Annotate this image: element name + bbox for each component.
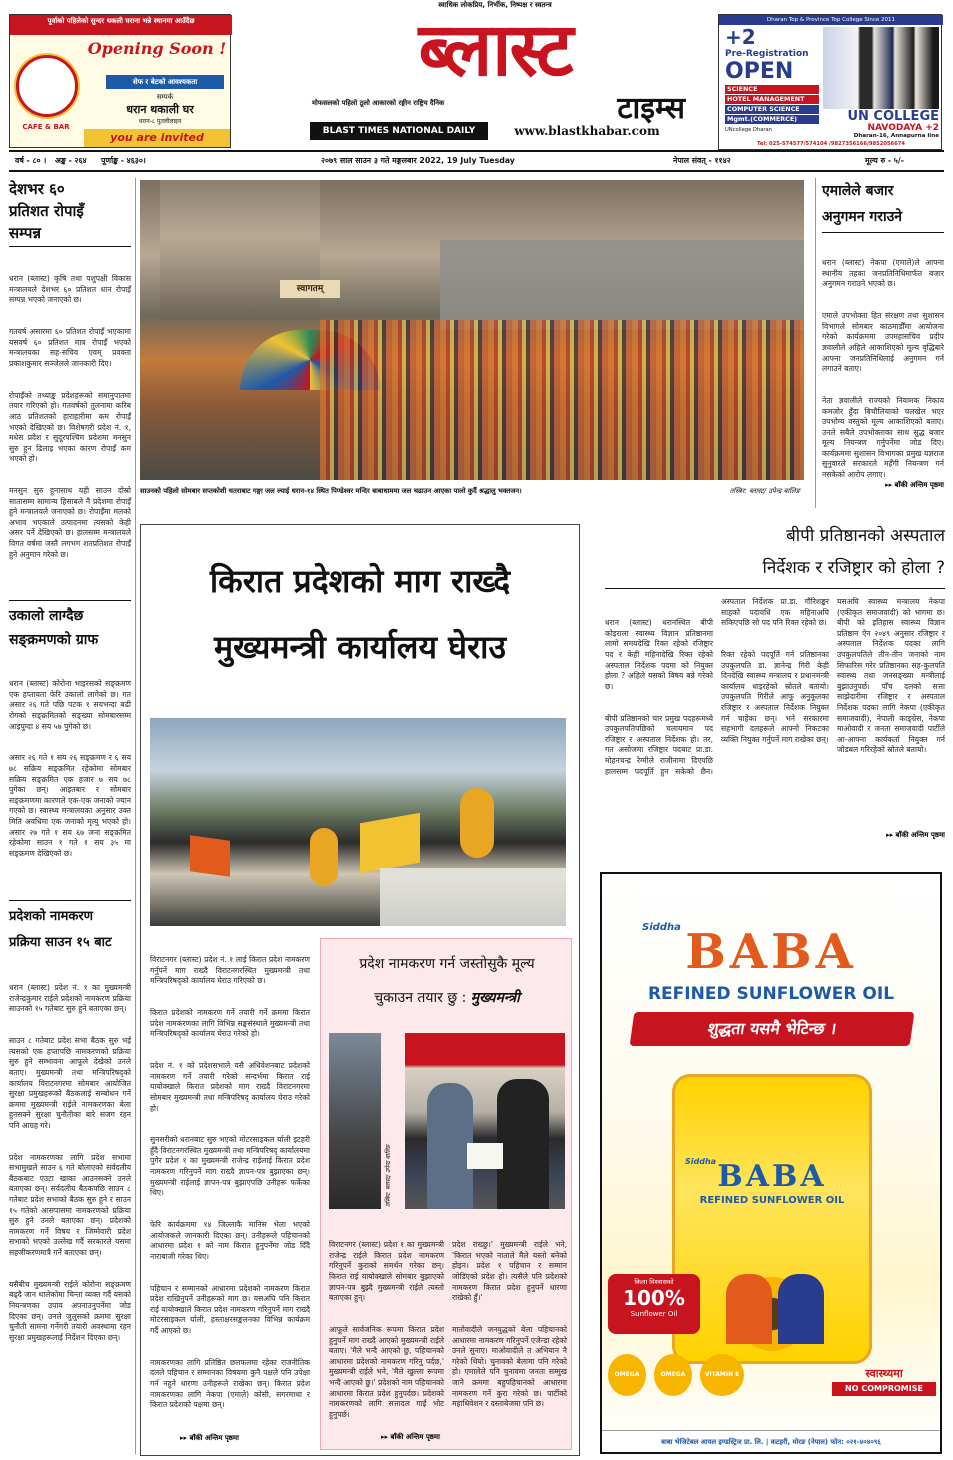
college-sub: NAVODAYA +2 (867, 123, 939, 133)
pack-product: REFINED SUNFLOWER OIL (699, 1195, 845, 1206)
oil-pack (672, 1074, 872, 1364)
baba-product: REFINED SUNFLOWER OIL (647, 984, 895, 1004)
college-top-line: Dharan Top & Province Top College Since 2011 (719, 15, 943, 25)
headline-line: बीपी प्रतिष्ठानको अस्पताल (786, 526, 945, 546)
road (440, 240, 804, 330)
dateline-price: मूल्य रु - ५/- (865, 156, 904, 165)
dateline-rule-bottom (9, 170, 944, 172)
thakali-ad (9, 14, 231, 148)
cm-body (329, 1219, 570, 1429)
memorandum-paper (467, 1143, 503, 1169)
cm-article (320, 938, 572, 1450)
headline-line: प्रदेशको नामकरण (9, 909, 94, 924)
right-top-vrule (815, 178, 816, 508)
planting-rule (9, 246, 131, 247)
body-paragraph: नामकरणका लागि प्रतिष्ठित छलफलमा रहेका राजनीतिक दलले पहिचान र सम्मानका विषयमा कुनै पक्षले पनि उपेक्षा गर्न नहुने धारणा उनीहरूले राखेका छन्। किरात प्रदेश नामकरणका लागि नेकपा (एमाले) कोसी, सगरमाथा र किरात प्रदेशको पक्षमा छन्। (150, 1357, 313, 1410)
covid-body (9, 658, 134, 898)
you-are-invited: you are invited (84, 129, 230, 147)
droplets (608, 1354, 788, 1398)
lead-continued[interactable]: ▸▸ बाँकी अन्तिम पृष्ठमा (180, 1434, 239, 1442)
planting-headline (9, 178, 131, 244)
cm-photo (405, 1033, 565, 1209)
body-paragraph: साउन ८ गतेबाट प्रदेश सभा बैठक सुरु भई त्यसको एक हप्तापछि नामकरणको प्रक्रिया सुरु हुने सम्भावना आफूले देखेको उनले बताए। मुख्यमन्त्री तथा मन्त्रिपरिषद्को कार्यालय विराटनगरमा सोमबार आयोजित सुरक्षा प्रमुखहरूको बैठकलाई सम्बोधन गर्ने क्रममा मुख्यमन्त्री राईले नामकरणका बेला हुनसक्ने सुरक्षा चुनौतीका बारे सजग रहन पनि आग्रह गरे। (9, 1036, 134, 1130)
masthead-subtitle: मोफसलको पहिलो ठूलो आकारको रङ्गीन राष्ट्रिय दैनिक (312, 99, 445, 107)
body-paragraph: पहिचान र सम्मानको आधारमा प्रदेशको नामकरण किरात प्रदेश राखिनुपर्ने उनीहरूको माग छ। यसअघि पनि किरात राई यायोक्खाले किरात प्रदेश नामकरण गरिनुपर्ने माग राख्दै मोटरसाइकल र्याली, हस्ताक्षरसङ्कलनका विभिन्न कार्यक्रम गर्दै आएको छ। (150, 1283, 313, 1335)
headline-line (327, 981, 567, 1015)
bp-body (605, 597, 948, 827)
body-paragraph: बीपी प्रतिष्ठानको चार प्रमुख पदहरूमध्ये उपकुलपतिपछिको चलायमान पद रजिष्ट्रार र अस्पताल निर्देशक हो। तर, गत असोजमा रजिष्ट्रार पदबाट प्रा.डा. मोहनचन्द्र रेग्मीले राजीनामा दिएपछि हालसम्म पदपूर्ति हुन सकेको छैन। अस्पताल निर्देशक प्रा.डा. गौरिशङ्कर साहको पदावधि एक महिनाअघि सकिएपछि सो पद पनि रिक्त रहेको छ। (605, 597, 832, 776)
body-paragraph: एमाले उपभोक्ता हित संरक्षण तथा सुशासन विभागले सोमबार काठमाडौँमा आयोजना गरेको कार्यक्रममा उपमहासचिव प्रदीप ज्ञवालीले अहिले आकाशिएको मूल्य वृद्धिबारे आफ्ना जनप्रतिनिधिलाई अनुगमन गर्न लगाउने बताए। (822, 311, 947, 374)
temple-structure (160, 180, 320, 320)
thakali-ad-top: पूर्वाको पहिलेको सुन्दर थकली घराना भन्ने स्थानमा आउँदैछ (10, 15, 232, 35)
body-paragraph: किरात प्रदेशको नामकरण गर्ने तयारी गर्ने क्रममा किरात प्रदेश नामकरणका लागि विभिन्न सङ्घसंस्थाले मुख्यमन्त्री तथा मन्त्रिपरिषद्को कार्यालय घेराउ गरेको हो। (150, 1008, 313, 1039)
body-paragraph: रोपाइँको तथ्याङ्क प्रदेशहरूको समानुपातमा तयार गरिएको हो। गतवर्षको तुलनामा करिब आठ प्रतिशतको हाराहारीमा कम रोपाइँ भएको देखिएको छ। विशेषगरी प्रदेश नं. १, मधेस प्रदेश र सुदूरपश्चिम प्रदेशमा मनसुन सुरु हुन ढिलाइ भएका कारण रोपाइँ कम भएको हो। (9, 390, 134, 464)
masthead (300, 0, 690, 150)
vitamin-droplet: VITAMIN E (700, 1354, 744, 1396)
market-continued[interactable]: ▸▸ बाँकी अन्तिम पृष्ठमा (885, 481, 944, 489)
continued-label: बाँकी अन्तिम पृष्ठमा (894, 481, 944, 489)
dateline-rule-top (9, 150, 944, 152)
dateline (9, 153, 944, 169)
open-label: OPEN (725, 59, 794, 84)
person-photo (778, 1274, 824, 1344)
headline-line: प्रक्रिया साउन १५ बाट (9, 935, 112, 950)
business-address: धरान-८ पुतलीलाइन (138, 118, 182, 125)
left-column-vrule (135, 178, 136, 1454)
badge-percent: 100% (623, 1286, 685, 1310)
crowd (320, 320, 804, 480)
body-paragraph: यसैबीच मुख्यमन्त्री राईले कोरोना सङ्क्रमण बढ्दै जान थालेकोमा चिन्ता व्यक्त गर्दै यसको नियन्त्रणका उपाय अपनाउनुपर्नेमा जोड दिएका छन्। उनले जुलुसको क्रममा सुरक्षा चुनौती सामना गर्नेगरी तयारी अवस्थामा रहन सुरक्षा प्रमुखहरूलाई निर्देशन दिएका छन्। (9, 1279, 134, 1342)
business-name: धरान थकाली घर (126, 103, 194, 116)
dateline-date: २०७९ साल साउन ३ गते मङ्गलबार 2022, 19 July Tuesday (321, 156, 515, 165)
masthead-website[interactable]: www.blastkhabar.com (514, 124, 660, 138)
person-photo (726, 1274, 772, 1344)
baba-brand: BABA (685, 924, 857, 980)
gourd-decoration (460, 788, 494, 858)
baba-slogan: शुद्धता यसमै भेटिन्छ । (630, 1012, 915, 1046)
temple-caption-text: साउनको पहिलो सोमबार सप्तकोशी चतराबाट गङ्गा जल ल्याई धरान-१४ स्थित पिण्डेश्वर मन्दिर बाबाधाममा जल चढाउन आएका पालो कुर्दै श्रद्धालु भक्तजन। (140, 487, 522, 495)
stream-item: COMPUTER SCIENCE (725, 105, 819, 114)
body-paragraph: प्रदेश नं. १ को प्रदेशसभाले यसै अधिवेशनबाट प्रदेशको नामकरण गर्ने तयारी गरेको सन्दर्भमा किरात राई यायोक्खाले किरात प्रदेशको माग राख्दै विराटनगरमा सोमबार मुख्यमन्त्री तथा मन्त्रिपरिषद् कार्यालय घेराउ गरेको हो। (150, 1061, 313, 1113)
stream-item: SCIENCE (725, 85, 819, 94)
baba-footer: बाबा भेजिटेबल आयल इण्डस्ट्रिज प्रा. लि. | कटहरी, मोरङ (नेपाल) फोन: ०२१-४०४०९६ (602, 1430, 940, 1452)
stream-list (725, 85, 819, 124)
headline-line: प्रदेश नामकरण गर्न जस्तोसुकै मूल्य (359, 956, 535, 972)
college-name: UN COLLEGE (847, 109, 939, 124)
market-headline (822, 178, 944, 230)
cm-photo-credit: तस्बिर: ब्लास्ट/ उपेन्द्र बालिङ (385, 1144, 392, 1207)
masthead-logo: ब्लास्ट (418, 7, 572, 93)
headline-line: किरात प्रदेशको माग राख्दै (209, 562, 511, 600)
cm-headline (327, 947, 567, 1015)
body-paragraph: प्रदेश नामकरणका लागि प्रदेश सभामा सभामुखले साउन ६ गते बोलाएको सर्वदलीय बैठकबाट एउटा खाका आउनसक्ने उनले बताएका छन्। सर्वदलीय बैठकपछि साउन ८ गतेबाट प्रदेश सभाको बैठक सुरु हुने र साउन १५ गतेको आसपासमा नामकरणको प्रक्रिया सुरु हुने उनले बताएका छन्। प्रदेशको नामकरण गर्ने विषय र जिम्मेवारी प्रदेश सभाको भएको उल्लेख गर्दै सरकारले यसमा सहजीकरणमात्रै गर्ने बताएका छन्। (9, 1152, 134, 1258)
headline-line: मुख्यमन्त्री कार्यालय घेराउ (214, 628, 506, 666)
body-paragraph: विराटनगर (ब्लास्ट) प्रदेश नं. १ लाई किरात प्रदेश नामकरण गर्नुपर्ने माग राख्दै विराटनगरस्थित मुख्यमन्त्री तथा मन्त्रिपरिषद्को कार्यालय घेराउ गरिएको छ। (150, 955, 313, 986)
body-paragraph: विराटनगर (ब्लास्ट) प्रदेश १ का मुख्यमन्त्री राजेन्द्र राईले किरात प्रदेश नामकरण गरिनुपर्ने कुराको समर्थन गरेका छन्। किरात राई यायोक्खाले सोमबार बुझाएको ज्ञापन-पत्र बुझ्दै मुख्यमन्त्री राईले त्यस्तो बताएका हुन्। (329, 1240, 447, 1303)
dateline-nepal-sambat: नेपाल संवत् - ११४२ (673, 156, 731, 165)
hundred-percent-badge (608, 1274, 700, 1334)
body-paragraph: आफूले सार्वजनिक रूपमा किरात प्रदेश हुनुपर्ने माग राख्दै आएको मुख्यमन्त्री राईले बताए। 'मैले भन्दै आएको छु, पहिचानको आधारमा प्रदेशको नामकरण गरिनु पर्दछ,' मुख्यमन्त्री राईले भने, 'मैले खुल्ला रूपमा भन्दै आएको छु।' प्रदेशको नाम पहिचानको आधारमा किरात प्रदेश हुनुपर्दछ। प्रदेशको नामकरणको लागि सत्तादल गाईं भोट हुनुपर्छ। (329, 1324, 447, 1419)
badge-sub: Sunflower Oil (630, 1310, 678, 1318)
omega-droplet: OMEGA (654, 1354, 692, 1396)
body-paragraph: नेता ज्ञवालीले राज्यको नियामक निकाय कमजोर हुँदा बिचौलियाको चलखेल भएर उपभोग्य वस्तुको मूल्य आकाशिएको बताए। उनले सबैले उपभोक्ताका साथ सुद्ध बजार मूल्य नियन्त्रण गर्नुपर्नेमा जोड दिए। कार्यक्रममा सुशासन विभागका प्रमुख यज्ञराज सुनुवारले सरकारले महँगी नियन्त्रण गर्न नसकेको आरोप लगाए। (822, 395, 947, 480)
body-paragraph: मातोवादीले जनयुद्धको बेला पहिचानको आधारमा नामकरण गरिनुपर्ने एजेन्डा रहेको उनले सुनाए। माओवादीले त अभियान नै गरेको थियो। चुनावको बेलामा पनि गरेको हो। एमालेले पनि चुनावमा जनता सम्मुख जाने क्रममा बहुपहिचानको आधारमा नामकरण गर्ने कुरा गरेको छ। पार्टीको महाधिवेशन र दस्ताबेजमा पनि छ। (452, 1324, 570, 1409)
headline-line: अनुगमन गराउने (822, 209, 903, 225)
omega-droplet: OMEGA (608, 1354, 646, 1396)
baba-ad (600, 872, 942, 1454)
cm-continued[interactable]: ▸▸ बाँकी अन्तिम पृष्ठमा (381, 1433, 440, 1441)
naming-process-headline (9, 904, 131, 956)
headline-line: उकालो लाग्दैछ (9, 608, 84, 624)
masthead-logo-sub: टाइम्स (617, 91, 685, 126)
body-paragraph: धरान (ब्लास्ट) कोरोना भाइरसको सङ्क्रमण एक हप्तायता फेरि उकालो लागेको छ। गत असार २६ गते पछि पटक १ सयभन्दा बढी रोगको सङ्क्रमितको सङ्ख्या सोमबारसम्म आइपुग्दा ४ सय ५७ पुगेको छ। (9, 679, 134, 731)
stream-item: HOTEL MANAGEMENT (725, 95, 819, 104)
body-paragraph: रिक्त रहेको पदपूर्ति गर्न प्रतिष्ठानका उपकुलपति डा. ज्ञानेन्द्र गिरी केही दिनदेखि स्वास्थ्य मन्त्रालय र प्रधानमन्त्री कार्यालय धाइरहेको स्रोतले बतायो। उपकुलपति गिरीले आफू अनुकूलका रजिष्ट्रार र अस्पताल निर्देशक नियुक्त गर्न चाहेका छन्। भने सरकारमा सहभागी दलहरूले आफ्नो निकटका व्यक्ति नियुक्त गर्नुपर्ने माग राखेका छन्। (721, 649, 832, 744)
body-paragraph: गतवर्ष असारमा ६० प्रतिशत रोपाइँ भएकामा यसवर्ष ६० प्रतिशत मात्र रोपाइँ भएको मन्त्रालयका सह-सचिव एवम् प्रवक्ता प्रकाशकुमार सञ्जेलले जानकारी दिए। (9, 327, 134, 368)
planting-article (9, 178, 134, 598)
planting-body (9, 253, 134, 588)
body-paragraph: प्रदेश राख्छु।' मुख्यमन्त्री राईले भने, 'किरात भएको नाताले मैले यस्तो बनेको होइन। प्रदेश १ पहिचान र सम्मान जोडिएको प्रदेश हो। त्यसैले पनि प्रदेशको नामकरण किरात प्रदेश हुनुपर्ने धारणा राखेको हुँ।' (452, 1240, 570, 1303)
gourd-decoration (310, 828, 338, 886)
body-paragraph: धरान (ब्लास्ट) नेकपा (एमाले)ले आफ्ना स्थानीय तहका जनप्रतिनिधिमार्फत बजार अनुगमन गराउने भएको छ। (822, 258, 947, 289)
body-paragraph: यसअघि स्वास्थ्य मन्त्रालय नेकपा (एकीकृत समाजवादी) को भागमा छ। बीपी को इतिहास स्वास्थ्य विज्ञान प्रतिष्ठान ऐन २०४९ अनुसार रजिष्ट्रार र अस्पताल निर्देशक पदका लागि उपकुलपतिले तीन-तीन जनाको नाम सिफारिस गरेर प्रतिष्ठानका सह-कुलपति स्वास्थ्य तथा जनसङ्ख्या मन्त्रीलाई बुझाउनुपर्छ। पाँच दलको सत्ता साझेदारीमा रजिष्ट्रार र अस्पताल निर्देशक पदका लागि नेकपा (एकीकृत समाजवादी), नेपाली काङ्ग्रेस, नेकपा माओवादी र जनता समाजवादी पार्टीले आ-आफ्ना कार्यकर्ता नियुक्त गर्न जोडबल गरिरहेको स्रोतले बतायो। (837, 597, 948, 755)
continued-label: बाँकी अन्तिम पृष्ठमा (390, 1433, 440, 1441)
headline-line: सम्पन्न (9, 224, 41, 242)
health-label: स्वास्थ्यमा (865, 1367, 903, 1380)
booking-text: सेफ र बेटको आवश्यकता (106, 75, 224, 89)
no-compromise: NO COMPROMISE (832, 1382, 936, 1396)
body-paragraph: धरान (ब्लास्ट) प्रदेश नं. १ का मुख्यमन्त्री राजेन्द्रकुमार राईले प्रदेशको नामकरण प्रक्रिया साउनको १५ गतेबाट सुरु हुने बताएका छन्। (9, 983, 134, 1014)
body-paragraph: मनसुन सुरु हुनासाथ यही साउन दोस्रो सातासम्म सामान्य हिसाबले नै प्रदेशमा रोपाइँ हुने मन्त्रालयले जनाएको छ। रोपाइँमा मलको अभाव भएकाले उत्पादनमा त्यसको केही असर पर्ने देखिएको छ। हालसम्म मन्त्रालयले विगत वर्षमा जस्तै लगभग शतप्रतिशत रोपाइँ हुने अनुमान गरेको छ। (9, 486, 134, 559)
masthead-english-name: BLAST TIMES NATIONAL DAILY (310, 122, 488, 140)
flag (190, 835, 230, 877)
temple-photo-credit: तस्बिर: ब्लास्ट/ उपेन्द्र बालिङ (729, 487, 800, 495)
covid-article (9, 604, 134, 900)
market-rule (822, 232, 944, 233)
stream-item: Mgmt.(COMMERCE) (725, 115, 819, 124)
market-article (822, 178, 947, 502)
naming-process-article (9, 904, 134, 1454)
pack-brand-small: Siddha (685, 1157, 717, 1166)
pre-registration: Pre-Registration (725, 49, 809, 59)
body-paragraph: सुनसरीको धरानबाट सुरु भएको मोटरसाइकल र्याली इटहरी हुँदै विराटनगरस्थित मुख्यमन्त्री तथा मन्त्रिपरिषद् कार्यालयमा पुगेर प्रदेश १ का मुख्यमन्त्री राजेन्द्र राईलाई किरात प्रदेश नामकरण गरिनुपर्ने माग राख्दै ज्ञापन-पत्र बुझाएका छन्। मुख्यमन्त्री राईलाई ज्ञापन-पत्र बुझाएपछि उनीहरू फर्केका थिए। (150, 1135, 313, 1198)
dateline-total: पूर्णाङ्क - ४६३०। (101, 156, 146, 165)
naming-process-body (9, 962, 134, 1448)
rally-photo (150, 718, 566, 926)
lead-headline (150, 548, 570, 680)
cafe-logo (16, 55, 78, 117)
covid-headline (9, 604, 131, 652)
headline-line: सङ्क्रमणको ग्राफ (9, 632, 99, 648)
bp-continued[interactable]: ▸▸ बाँकी अन्तिम पृष्ठमा (886, 831, 945, 839)
dateline-volume: वर्ष - ८० । (15, 156, 47, 165)
lead-body (150, 934, 313, 1428)
vehicles (380, 868, 566, 926)
college-students-photo (823, 27, 939, 109)
headline-emphasis: मुख्यमन्त्री (470, 990, 520, 1006)
college-address: Dharan-16, Annapurna line (853, 133, 939, 139)
dateline-issue: अङ्क - २६४ (55, 156, 87, 165)
cm-mini-photo (329, 1033, 381, 1209)
bp-article (605, 520, 948, 862)
bp-rule (605, 588, 945, 589)
continued-label: बाँकी अन्तिम पृष्ठमा (189, 1434, 239, 1442)
masthead-tagline: स्वाधिक लोकप्रिय, निर्भीक, निष्पक्ष र स्वतन्त्र (438, 1, 552, 9)
badge-top: किला विश्वासको (634, 1278, 674, 1286)
flag (360, 813, 420, 874)
college-ad (718, 14, 942, 150)
body-paragraph: फेरि कार्यक्रममा १४ जिल्लाकै मानिस भेला भएको आयोजकले जानकारी दिएका छन्। उनीहरूले पहिचानको आधारमा प्रदेश १ को नाम किरात हुनुपर्नेमा जोड दिँदै नाराबाजी गरेका थिए। (150, 1220, 313, 1261)
headline-line: प्रतिशत रोपाइँ (9, 202, 84, 220)
continued-label: बाँकी अन्तिम पृष्ठमा (895, 831, 945, 839)
headline-part: चुकाउन तयार छु : (374, 990, 467, 1006)
body-paragraph: असार २६ गते १ सय २६ सङ्क्रमण र ६ सय ७८ सक्रिय सङ्क्रमित रहेकोमा सोमबार सक्रिय सङ्क्रमित एक हजार ७ सय ७८ पुगेका छन्। आइतबार र सोमबार सङ्क्रमणमा कारणले एक-एक जनाको ज्यान गएको छ। स्वास्थ्य मन्त्रालयका अनुसार उक्त मिति अवधिमा एक जनाको मृत्यु भएको हो। असार २७ गते १ सय ६७ जना सङ्क्रमित रहेकोमा साउन १ गते १ सय ३५ मा सङ्क्रमण देखिएको छ। (9, 753, 134, 858)
temple-photo (140, 180, 804, 480)
college-phone: Tel: 025-574577/574104 /9827356166/9852056674 (757, 141, 905, 147)
cafe-logo-label: CAFE & BAR (22, 123, 70, 131)
body-paragraph: धरान (ब्लास्ट) कृषि तथा पशुपक्षी विकास मन्त्रालयले देशभर ६० प्रतिशत धान रोपाइँ सम्पन्न भएको जनाएको छ। (9, 274, 134, 305)
headline-line: एमालेले बजार (822, 183, 894, 199)
pack-brand: BABA (717, 1159, 827, 1194)
left-divider-1 (9, 600, 131, 601)
left-divider-2 (9, 900, 131, 901)
college-social: UNcollege Dharan (725, 127, 772, 133)
body-paragraph: धरान (ब्लास्ट) धरानस्थित बीपी कोइराला स्वास्थ्य विज्ञान प्रतिष्ठानमा लामो समयदेखि रिक्त रहेको रजिष्ट्रार पद र केही महिनादेखि रिक्त रहेको अस्पताल निर्देशक पदमा को नियुक्त होला ? अहिले यसको विषय बन्ने गरेको छ। (605, 618, 716, 691)
person (497, 1079, 549, 1209)
baba-brand-small: Siddha (642, 922, 681, 933)
contact-label: सम्पर्क (156, 93, 174, 101)
opening-soon: Opening Soon ! (87, 39, 227, 58)
headline-line: देशभर ६० (9, 180, 65, 198)
headline-line: निर्देशक र रजिष्ट्रार को होला ? (762, 558, 945, 578)
temple-caption (140, 484, 804, 498)
bp-headline (605, 520, 945, 584)
plus-two: +2 (725, 25, 756, 49)
temple-sign: स्वागतम् (280, 280, 340, 298)
market-body (822, 237, 947, 480)
